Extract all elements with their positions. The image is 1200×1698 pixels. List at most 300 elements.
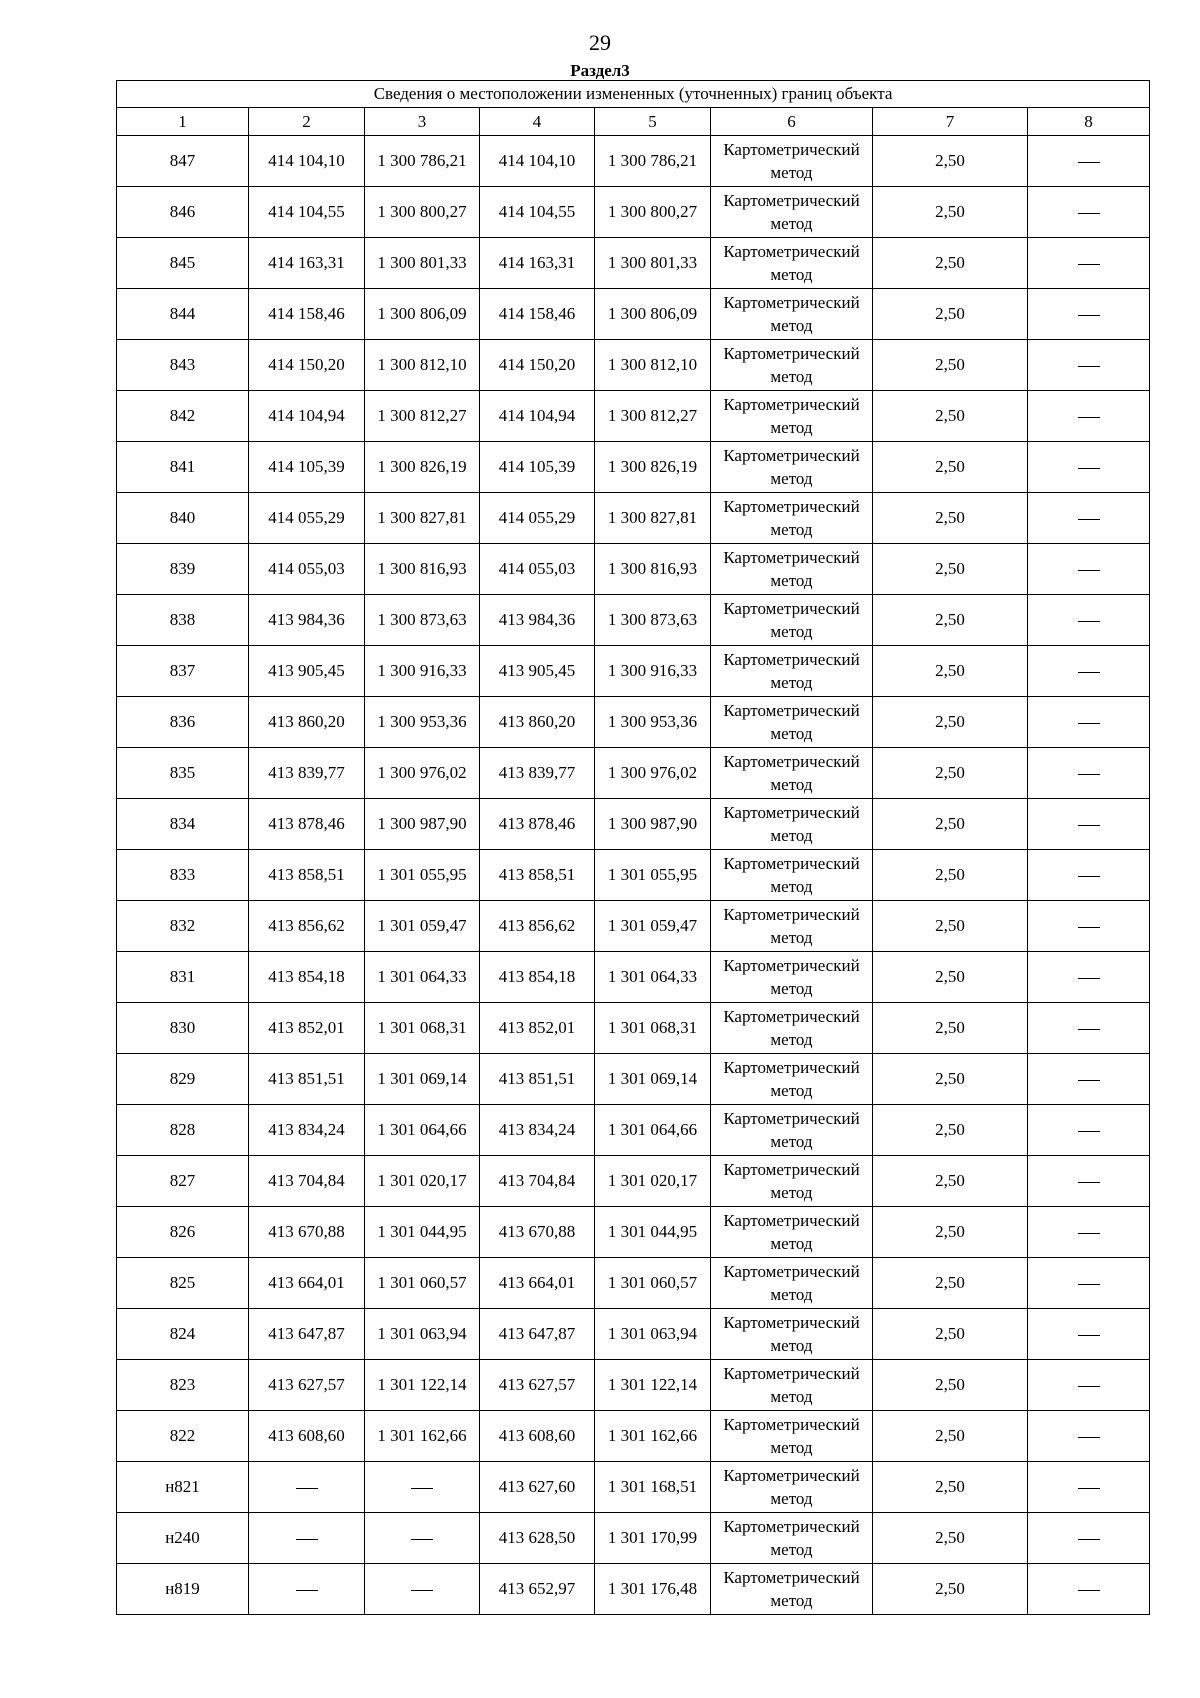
- cell-y-existing: 1 300 976,02: [365, 748, 480, 799]
- cell-y-refined: 1 300 800,27: [595, 187, 711, 238]
- dash-mark: [1078, 1029, 1100, 1030]
- cell-description: [1028, 1054, 1150, 1105]
- dash-mark: [1078, 876, 1100, 877]
- cell-method: Картометрический метод: [711, 136, 873, 187]
- cell-x-existing: 413 704,84: [249, 1156, 365, 1207]
- dash-mark: [1078, 1437, 1100, 1438]
- cell-x-refined: 414 055,29: [480, 493, 595, 544]
- cell-x-refined: 414 055,03: [480, 544, 595, 595]
- cell-method: Картометрический метод: [711, 289, 873, 340]
- cell-y-existing: 1 300 812,27: [365, 391, 480, 442]
- cell-point-id: 834: [117, 799, 249, 850]
- cell-y-refined: 1 301 122,14: [595, 1360, 711, 1411]
- cell-x-refined: 413 856,62: [480, 901, 595, 952]
- cell-accuracy: 2,50: [873, 238, 1028, 289]
- boundary-coordinates-table: [116, 80, 1150, 1615]
- cell-y-existing: 1 300 801,33: [365, 238, 480, 289]
- cell-x-refined: 414 163,31: [480, 238, 595, 289]
- dash-mark: [1078, 570, 1100, 571]
- cell-y-existing: 1 301 162,66: [365, 1411, 480, 1462]
- cell-x-refined: 413 664,01: [480, 1258, 595, 1309]
- cell-description: [1028, 952, 1150, 1003]
- cell-y-existing: 1 300 800,27: [365, 187, 480, 238]
- cell-method: Картометрический метод: [711, 1054, 873, 1105]
- section-title: Раздел3: [570, 61, 630, 80]
- cell-x-refined: 413 852,01: [480, 1003, 595, 1054]
- cell-method: Картометрический метод: [711, 952, 873, 1003]
- cell-x-existing: [249, 1462, 365, 1513]
- cell-x-existing: 414 055,29: [249, 493, 365, 544]
- cell-x-existing: [249, 1513, 365, 1564]
- cell-point-id: 828: [117, 1105, 249, 1156]
- dash-mark: [1078, 417, 1100, 418]
- cell-description: [1028, 1309, 1150, 1360]
- cell-description: [1028, 595, 1150, 646]
- cell-method: Картометрический метод: [711, 748, 873, 799]
- table-row: [117, 901, 1150, 952]
- cell-description: [1028, 1411, 1150, 1462]
- dash-mark: [1078, 621, 1100, 622]
- cell-description: [1028, 1360, 1150, 1411]
- cell-accuracy: 2,50: [873, 289, 1028, 340]
- dash-mark: [296, 1539, 318, 1540]
- cell-method: Картометрический метод: [711, 442, 873, 493]
- cell-x-refined: 413 858,51: [480, 850, 595, 901]
- cell-y-existing: 1 301 069,14: [365, 1054, 480, 1105]
- dash-mark: [1078, 1590, 1100, 1591]
- cell-x-existing: 413 627,57: [249, 1360, 365, 1411]
- cell-x-refined: 413 608,60: [480, 1411, 595, 1462]
- table-row: [117, 289, 1150, 340]
- table-row: [117, 799, 1150, 850]
- cell-y-existing: 1 300 816,93: [365, 544, 480, 595]
- cell-y-refined: 1 301 068,31: [595, 1003, 711, 1054]
- cell-description: [1028, 493, 1150, 544]
- cell-method: Картометрический метод: [711, 850, 873, 901]
- cell-y-existing: 1 301 020,17: [365, 1156, 480, 1207]
- cell-x-refined: 414 104,55: [480, 187, 595, 238]
- cell-method: Картометрический метод: [711, 1258, 873, 1309]
- cell-accuracy: 2,50: [873, 442, 1028, 493]
- cell-accuracy: 2,50: [873, 1054, 1028, 1105]
- cell-x-existing: 413 664,01: [249, 1258, 365, 1309]
- table-row: [117, 850, 1150, 901]
- cell-y-refined: 1 300 812,10: [595, 340, 711, 391]
- cell-x-refined: 413 647,87: [480, 1309, 595, 1360]
- cell-accuracy: 2,50: [873, 1207, 1028, 1258]
- cell-point-id: 837: [117, 646, 249, 697]
- cell-x-refined: 413 627,57: [480, 1360, 595, 1411]
- table-row: [117, 1411, 1150, 1462]
- cell-x-refined: 413 652,97: [480, 1564, 595, 1615]
- cell-method: Картометрический метод: [711, 1156, 873, 1207]
- cell-method: Картометрический метод: [711, 697, 873, 748]
- dash-mark: [411, 1539, 433, 1540]
- dash-mark: [296, 1488, 318, 1489]
- cell-x-existing: 413 984,36: [249, 595, 365, 646]
- cell-y-refined: 1 301 170,99: [595, 1513, 711, 1564]
- dash-mark: [1078, 264, 1100, 265]
- cell-y-existing: 1 301 064,66: [365, 1105, 480, 1156]
- cell-y-refined: 1 301 069,14: [595, 1054, 711, 1105]
- dash-mark: [1078, 468, 1100, 469]
- dash-mark: [1078, 366, 1100, 367]
- cell-method: Картометрический метод: [711, 1309, 873, 1360]
- cell-x-refined: 413 834,24: [480, 1105, 595, 1156]
- cell-y-existing: 1 300 826,19: [365, 442, 480, 493]
- cell-description: [1028, 1258, 1150, 1309]
- dash-mark: [1078, 1131, 1100, 1132]
- cell-point-id: 826: [117, 1207, 249, 1258]
- dash-mark: [411, 1488, 433, 1489]
- cell-x-existing: 414 055,03: [249, 544, 365, 595]
- cell-x-refined: 413 704,84: [480, 1156, 595, 1207]
- cell-y-existing: 1 301 059,47: [365, 901, 480, 952]
- cell-y-existing: 1 301 068,31: [365, 1003, 480, 1054]
- cell-description: [1028, 697, 1150, 748]
- cell-accuracy: 2,50: [873, 952, 1028, 1003]
- cell-point-id: 839: [117, 544, 249, 595]
- dash-mark: [1078, 927, 1100, 928]
- cell-method: Картометрический метод: [711, 340, 873, 391]
- cell-accuracy: 2,50: [873, 1360, 1028, 1411]
- column-number-5: 5: [595, 108, 711, 136]
- cell-point-id: н240: [117, 1513, 249, 1564]
- cell-accuracy: 2,50: [873, 1462, 1028, 1513]
- dash-mark: [1078, 315, 1100, 316]
- cell-x-refined: 414 104,10: [480, 136, 595, 187]
- cell-accuracy: 2,50: [873, 1258, 1028, 1309]
- cell-x-refined: 413 839,77: [480, 748, 595, 799]
- cell-y-refined: 1 300 812,27: [595, 391, 711, 442]
- cell-point-id: 842: [117, 391, 249, 442]
- cell-point-id: 840: [117, 493, 249, 544]
- cell-x-existing: 413 854,18: [249, 952, 365, 1003]
- cell-x-existing: 414 105,39: [249, 442, 365, 493]
- cell-y-refined: 1 300 826,19: [595, 442, 711, 493]
- dash-mark: [1078, 1488, 1100, 1489]
- dash-mark: [1078, 519, 1100, 520]
- cell-description: [1028, 1156, 1150, 1207]
- cell-method: Картометрический метод: [711, 1105, 873, 1156]
- cell-point-id: 831: [117, 952, 249, 1003]
- cell-accuracy: 2,50: [873, 901, 1028, 952]
- cell-accuracy: 2,50: [873, 646, 1028, 697]
- cell-y-refined: 1 300 873,63: [595, 595, 711, 646]
- cell-accuracy: 2,50: [873, 850, 1028, 901]
- cell-description: [1028, 289, 1150, 340]
- cell-x-refined: 413 670,88: [480, 1207, 595, 1258]
- cell-x-existing: 413 905,45: [249, 646, 365, 697]
- cell-y-existing: 1 300 827,81: [365, 493, 480, 544]
- cell-y-refined: 1 301 020,17: [595, 1156, 711, 1207]
- dash-mark: [1078, 774, 1100, 775]
- cell-y-refined: 1 301 063,94: [595, 1309, 711, 1360]
- cell-description: [1028, 1462, 1150, 1513]
- cell-point-id: 843: [117, 340, 249, 391]
- cell-point-id: 822: [117, 1411, 249, 1462]
- cell-description: [1028, 1003, 1150, 1054]
- cell-method: Картометрический метод: [711, 493, 873, 544]
- dash-mark: [1078, 1080, 1100, 1081]
- table-row: [117, 1156, 1150, 1207]
- cell-point-id: 838: [117, 595, 249, 646]
- dash-mark: [1078, 1233, 1100, 1234]
- cell-y-existing: 1 301 055,95: [365, 850, 480, 901]
- cell-point-id: 841: [117, 442, 249, 493]
- cell-x-refined: 413 628,50: [480, 1513, 595, 1564]
- table-row: [117, 1360, 1150, 1411]
- cell-accuracy: 2,50: [873, 136, 1028, 187]
- cell-y-refined: 1 301 059,47: [595, 901, 711, 952]
- cell-point-id: 845: [117, 238, 249, 289]
- dash-mark: [1078, 723, 1100, 724]
- cell-description: [1028, 340, 1150, 391]
- cell-description: [1028, 442, 1150, 493]
- cell-point-id: 835: [117, 748, 249, 799]
- dash-mark: [1078, 1284, 1100, 1285]
- cell-description: [1028, 748, 1150, 799]
- cell-x-existing: 413 839,77: [249, 748, 365, 799]
- cell-method: Картометрический метод: [711, 901, 873, 952]
- cell-y-refined: 1 300 976,02: [595, 748, 711, 799]
- cell-x-refined: 414 105,39: [480, 442, 595, 493]
- cell-x-existing: 413 858,51: [249, 850, 365, 901]
- page-number: 29: [589, 30, 611, 55]
- cell-description: [1028, 391, 1150, 442]
- cell-x-existing: 414 150,20: [249, 340, 365, 391]
- cell-description: [1028, 1564, 1150, 1615]
- dash-mark: [1078, 1335, 1100, 1336]
- cell-y-refined: 1 300 916,33: [595, 646, 711, 697]
- cell-y-existing: 1 301 063,94: [365, 1309, 480, 1360]
- cell-accuracy: 2,50: [873, 1411, 1028, 1462]
- cell-y-refined: 1 301 064,33: [595, 952, 711, 1003]
- cell-x-existing: 414 104,55: [249, 187, 365, 238]
- cell-x-refined: 413 878,46: [480, 799, 595, 850]
- cell-y-existing: [365, 1564, 480, 1615]
- column-number-1: 1: [117, 108, 249, 136]
- cell-y-refined: 1 300 816,93: [595, 544, 711, 595]
- table-row: [117, 1309, 1150, 1360]
- cell-method: Картометрический метод: [711, 799, 873, 850]
- cell-y-existing: 1 301 122,14: [365, 1360, 480, 1411]
- cell-accuracy: 2,50: [873, 391, 1028, 442]
- table-row: [117, 952, 1150, 1003]
- cell-description: [1028, 646, 1150, 697]
- table-row: [117, 1054, 1150, 1105]
- cell-y-existing: 1 301 060,57: [365, 1258, 480, 1309]
- cell-method: Картометрический метод: [711, 1462, 873, 1513]
- cell-x-existing: 413 860,20: [249, 697, 365, 748]
- cell-x-existing: 413 856,62: [249, 901, 365, 952]
- cell-y-existing: 1 300 953,36: [365, 697, 480, 748]
- cell-description: [1028, 136, 1150, 187]
- table-row: [117, 1105, 1150, 1156]
- cell-x-refined: 413 984,36: [480, 595, 595, 646]
- cell-y-refined: 1 301 176,48: [595, 1564, 711, 1615]
- dash-mark: [1078, 1539, 1100, 1540]
- cell-x-refined: 413 905,45: [480, 646, 595, 697]
- cell-y-existing: 1 300 812,10: [365, 340, 480, 391]
- cell-method: Картометрический метод: [711, 1513, 873, 1564]
- table-row: [117, 544, 1150, 595]
- cell-point-id: 832: [117, 901, 249, 952]
- cell-point-id: н819: [117, 1564, 249, 1615]
- cell-y-refined: 1 300 786,21: [595, 136, 711, 187]
- table-row: [117, 1462, 1150, 1513]
- dash-mark: [1078, 1386, 1100, 1387]
- table-row: [117, 748, 1150, 799]
- cell-description: [1028, 799, 1150, 850]
- column-number-4: 4: [480, 108, 595, 136]
- cell-y-existing: 1 300 786,21: [365, 136, 480, 187]
- table-body: [117, 136, 1150, 1615]
- cell-method: Картометрический метод: [711, 1411, 873, 1462]
- cell-description: [1028, 901, 1150, 952]
- cell-y-refined: 1 301 055,95: [595, 850, 711, 901]
- cell-description: [1028, 1513, 1150, 1564]
- cell-y-existing: 1 300 916,33: [365, 646, 480, 697]
- column-number-6: 6: [711, 108, 873, 136]
- table-row: [117, 340, 1150, 391]
- cell-x-refined: 414 158,46: [480, 289, 595, 340]
- cell-x-refined: 414 104,94: [480, 391, 595, 442]
- cell-y-existing: 1 301 064,33: [365, 952, 480, 1003]
- cell-x-existing: 414 158,46: [249, 289, 365, 340]
- table-row: [117, 697, 1150, 748]
- cell-x-refined: 414 150,20: [480, 340, 595, 391]
- cell-point-id: 830: [117, 1003, 249, 1054]
- dash-mark: [1078, 672, 1100, 673]
- cell-point-id: 844: [117, 289, 249, 340]
- cell-x-existing: 414 104,10: [249, 136, 365, 187]
- cell-accuracy: 2,50: [873, 697, 1028, 748]
- table-row: [117, 391, 1150, 442]
- cell-point-id: 825: [117, 1258, 249, 1309]
- cell-accuracy: 2,50: [873, 1105, 1028, 1156]
- cell-y-refined: 1 300 801,33: [595, 238, 711, 289]
- cell-point-id: 829: [117, 1054, 249, 1105]
- dash-mark: [1078, 825, 1100, 826]
- cell-y-refined: 1 300 987,90: [595, 799, 711, 850]
- column-number-3: 3: [365, 108, 480, 136]
- cell-x-refined: 413 627,60: [480, 1462, 595, 1513]
- cell-y-existing: 1 300 987,90: [365, 799, 480, 850]
- dash-mark: [296, 1590, 318, 1591]
- cell-x-existing: [249, 1564, 365, 1615]
- table-caption: Сведения о местоположении измененных (уточненных) границ объекта: [117, 81, 1150, 108]
- cell-point-id: 833: [117, 850, 249, 901]
- cell-x-existing: 413 851,51: [249, 1054, 365, 1105]
- cell-x-existing: 413 852,01: [249, 1003, 365, 1054]
- cell-x-refined: 413 851,51: [480, 1054, 595, 1105]
- column-number-8: 8: [1028, 108, 1150, 136]
- cell-accuracy: 2,50: [873, 1564, 1028, 1615]
- cell-x-refined: 413 860,20: [480, 697, 595, 748]
- cell-method: Картометрический метод: [711, 391, 873, 442]
- cell-y-refined: 1 301 168,51: [595, 1462, 711, 1513]
- cell-method: Картометрический метод: [711, 1207, 873, 1258]
- cell-accuracy: 2,50: [873, 493, 1028, 544]
- cell-accuracy: 2,50: [873, 1513, 1028, 1564]
- cell-x-existing: 413 834,24: [249, 1105, 365, 1156]
- cell-y-existing: 1 300 806,09: [365, 289, 480, 340]
- cell-y-existing: 1 301 044,95: [365, 1207, 480, 1258]
- cell-point-id: 824: [117, 1309, 249, 1360]
- cell-x-existing: 413 608,60: [249, 1411, 365, 1462]
- cell-point-id: 846: [117, 187, 249, 238]
- table-row: [117, 1564, 1150, 1615]
- cell-method: Картометрический метод: [711, 1564, 873, 1615]
- cell-accuracy: 2,50: [873, 340, 1028, 391]
- column-number-7: 7: [873, 108, 1028, 136]
- table-row: [117, 187, 1150, 238]
- cell-method: Картометрический метод: [711, 187, 873, 238]
- cell-y-existing: [365, 1462, 480, 1513]
- cell-y-refined: 1 301 044,95: [595, 1207, 711, 1258]
- cell-y-refined: 1 300 827,81: [595, 493, 711, 544]
- cell-method: Картометрический метод: [711, 1003, 873, 1054]
- cell-y-refined: 1 300 806,09: [595, 289, 711, 340]
- table-row: [117, 1258, 1150, 1309]
- dash-mark: [1078, 1182, 1100, 1183]
- cell-method: Картометрический метод: [711, 646, 873, 697]
- table-row: [117, 1207, 1150, 1258]
- cell-point-id: 823: [117, 1360, 249, 1411]
- cell-description: [1028, 1207, 1150, 1258]
- cell-y-refined: 1 301 064,66: [595, 1105, 711, 1156]
- cell-description: [1028, 544, 1150, 595]
- cell-accuracy: 2,50: [873, 544, 1028, 595]
- cell-x-existing: 413 670,88: [249, 1207, 365, 1258]
- cell-accuracy: 2,50: [873, 799, 1028, 850]
- cell-x-refined: 413 854,18: [480, 952, 595, 1003]
- cell-accuracy: 2,50: [873, 748, 1028, 799]
- table-row: [117, 1513, 1150, 1564]
- cell-accuracy: 2,50: [873, 1309, 1028, 1360]
- dash-mark: [1078, 213, 1100, 214]
- column-number-2: 2: [249, 108, 365, 136]
- cell-method: Картометрический метод: [711, 238, 873, 289]
- cell-point-id: 836: [117, 697, 249, 748]
- cell-x-existing: 413 647,87: [249, 1309, 365, 1360]
- table-row: [117, 136, 1150, 187]
- cell-method: Картометрический метод: [711, 1360, 873, 1411]
- table-row: [117, 646, 1150, 697]
- column-numbers-row: [117, 108, 1150, 136]
- cell-point-id: 847: [117, 136, 249, 187]
- table-row: [117, 442, 1150, 493]
- cell-accuracy: 2,50: [873, 187, 1028, 238]
- cell-point-id: 827: [117, 1156, 249, 1207]
- cell-x-existing: 414 104,94: [249, 391, 365, 442]
- table-row: [117, 493, 1150, 544]
- cell-x-existing: 414 163,31: [249, 238, 365, 289]
- cell-description: [1028, 187, 1150, 238]
- dash-mark: [1078, 978, 1100, 979]
- cell-y-existing: [365, 1513, 480, 1564]
- cell-description: [1028, 238, 1150, 289]
- cell-x-existing: 413 878,46: [249, 799, 365, 850]
- cell-method: Картометрический метод: [711, 595, 873, 646]
- cell-accuracy: 2,50: [873, 595, 1028, 646]
- table-row: [117, 595, 1150, 646]
- cell-description: [1028, 1105, 1150, 1156]
- cell-y-existing: 1 300 873,63: [365, 595, 480, 646]
- cell-point-id: н821: [117, 1462, 249, 1513]
- cell-method: Картометрический метод: [711, 544, 873, 595]
